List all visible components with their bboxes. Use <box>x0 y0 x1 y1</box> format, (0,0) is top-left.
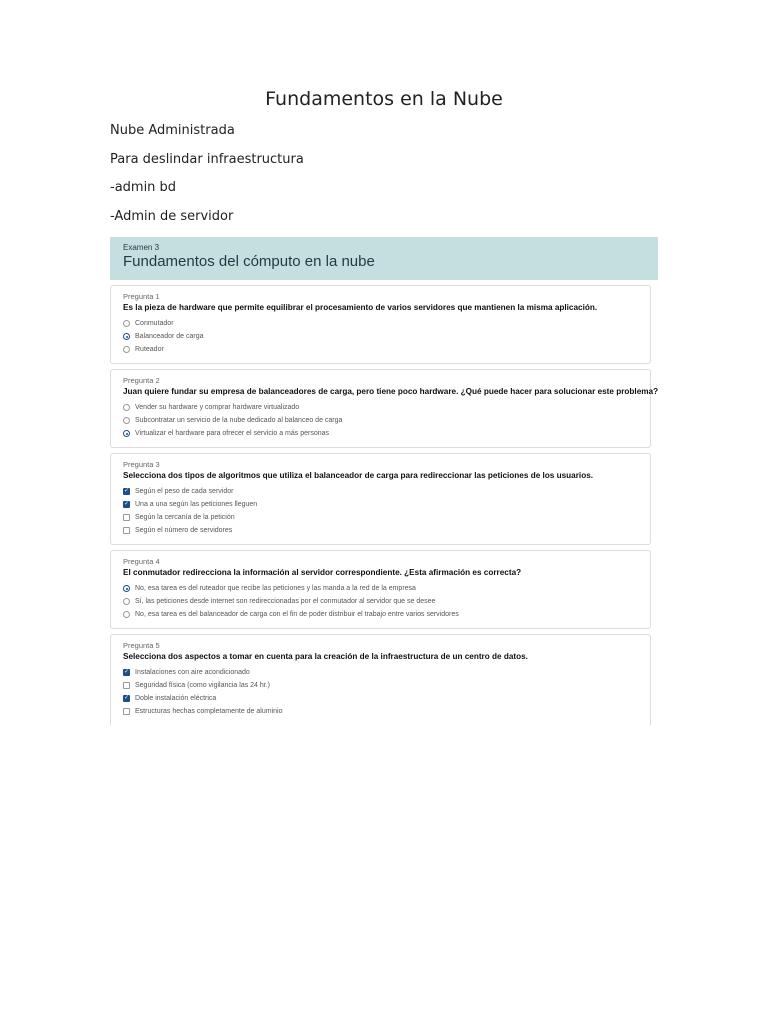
option-label: Subcontratar un servicio de la nube dedicado al balanceo de carga <box>135 417 343 424</box>
question-text: Selecciona dos aspectos a tomar en cuenta para la creación de la infraestructura de un centro de datos. <box>123 652 528 661</box>
radio-option[interactable] <box>123 427 638 440</box>
radio-option[interactable] <box>123 330 638 343</box>
option-label: Conmutador <box>135 320 174 327</box>
option-label: Estructuras hechas completamente de aluminio <box>135 708 283 715</box>
note-line: -admin bd <box>110 180 177 195</box>
radio-button[interactable] <box>123 417 130 424</box>
radio-option[interactable] <box>123 608 638 621</box>
checkbox-option[interactable] <box>123 666 638 679</box>
option-label: Doble instalación eléctrica <box>135 695 217 702</box>
exam-screenshot <box>110 237 658 725</box>
option-label: Virtualizar el hardware para ofrecer el servicio a más personas <box>135 430 330 437</box>
checkbox-option[interactable] <box>123 498 638 511</box>
question-number: Pregunta 3 <box>123 460 160 469</box>
question-text: El conmutador redirecciona la información al servidor correspondiente. ¿Esta afirmación es correcta? <box>123 568 522 577</box>
question-text: Juan quiere fundar su empresa de balanceadores de carga, pero tiene poco hardware. ¿Qué puede hacer para solucionar este problema? <box>123 387 658 396</box>
option-label: Una a una según las peticiones lleguen <box>135 501 258 508</box>
radio-button[interactable] <box>123 346 130 353</box>
radio-option[interactable] <box>123 582 638 595</box>
checkbox[interactable]: ✓ <box>124 695 130 701</box>
checkbox[interactable]: ✓ <box>124 501 130 507</box>
radio-button[interactable] <box>123 430 130 437</box>
option-label: Balanceador de carga <box>135 333 204 340</box>
question-text: Selecciona dos tipos de algoritmos que utiliza el balanceador de carga para redireccionar las peticiones de los usuarios. <box>123 471 594 480</box>
question-card <box>110 285 651 364</box>
checkbox[interactable] <box>123 527 130 534</box>
option-label: No, esa tarea es del balanceador de carga con el fin de poder distribuir el trabajo entre varios servidores <box>135 611 459 618</box>
radio-button[interactable] <box>123 320 130 327</box>
option-label: Según el número de servidores <box>135 527 233 534</box>
option-label: Según la cercanía de la petición <box>135 514 235 521</box>
checkbox[interactable]: ✓ <box>124 488 130 494</box>
exam-header <box>110 237 658 280</box>
checkbox-option[interactable] <box>123 524 638 537</box>
checkbox[interactable] <box>123 514 130 521</box>
question-card <box>110 369 658 448</box>
option-label: Sí, las peticiones desde internet son redireccionadas por el conmutador al servidor que se desee <box>135 598 436 605</box>
radio-option[interactable] <box>123 317 638 330</box>
checkbox-option[interactable] <box>123 679 638 692</box>
question-number: Pregunta 4 <box>123 557 160 566</box>
checkbox[interactable] <box>123 708 130 715</box>
checkbox-option[interactable] <box>123 705 638 718</box>
note-line: -Admin de servidor <box>110 209 234 224</box>
question-card <box>110 634 651 725</box>
radio-button[interactable] <box>123 404 130 411</box>
question-number: Pregunta 5 <box>123 641 160 650</box>
option-label: Instalaciones con aire acondicionado <box>135 669 250 676</box>
question-card <box>110 550 651 629</box>
note-line: Nube Administrada <box>110 123 235 138</box>
checkbox[interactable] <box>123 682 130 689</box>
radio-button[interactable] <box>123 611 130 618</box>
exam-title: Fundamentos del cómputo en la nube <box>123 253 375 270</box>
document-title: Fundamentos en la Nube <box>265 88 503 110</box>
option-label: Según el peso de cada servidor <box>135 488 234 495</box>
radio-option[interactable] <box>123 414 638 427</box>
question-text: Es la pieza de hardware que permite equilibrar el procesamiento de varios servidores que mantienen la misma aplicación. <box>123 303 598 312</box>
option-label: Seguridad física (como vigilancia las 24 hr.) <box>135 682 271 689</box>
note-line: Para deslindar infraestructura <box>110 152 304 167</box>
question-card <box>110 453 651 545</box>
radio-option[interactable] <box>123 401 638 414</box>
exam-label: Examen 3 <box>123 243 160 252</box>
question-number: Pregunta 2 <box>123 376 160 385</box>
option-label: Ruteador <box>135 346 164 353</box>
checkbox-option[interactable] <box>123 511 638 524</box>
option-label: No, esa tarea es del ruteador que recibe las peticiones y las manda a la red de la empresa <box>135 585 416 592</box>
option-label: Vender su hardware y comprar hardware virtualizado <box>135 404 300 411</box>
question-number: Pregunta 1 <box>123 292 160 301</box>
radio-button[interactable] <box>123 598 130 605</box>
radio-option[interactable] <box>123 343 638 356</box>
checkbox-option[interactable] <box>123 485 638 498</box>
checkbox[interactable]: ✓ <box>124 669 130 675</box>
radio-button[interactable] <box>123 333 130 340</box>
radio-button[interactable] <box>123 585 130 592</box>
checkbox-option[interactable] <box>123 692 638 705</box>
radio-option[interactable] <box>123 595 638 608</box>
